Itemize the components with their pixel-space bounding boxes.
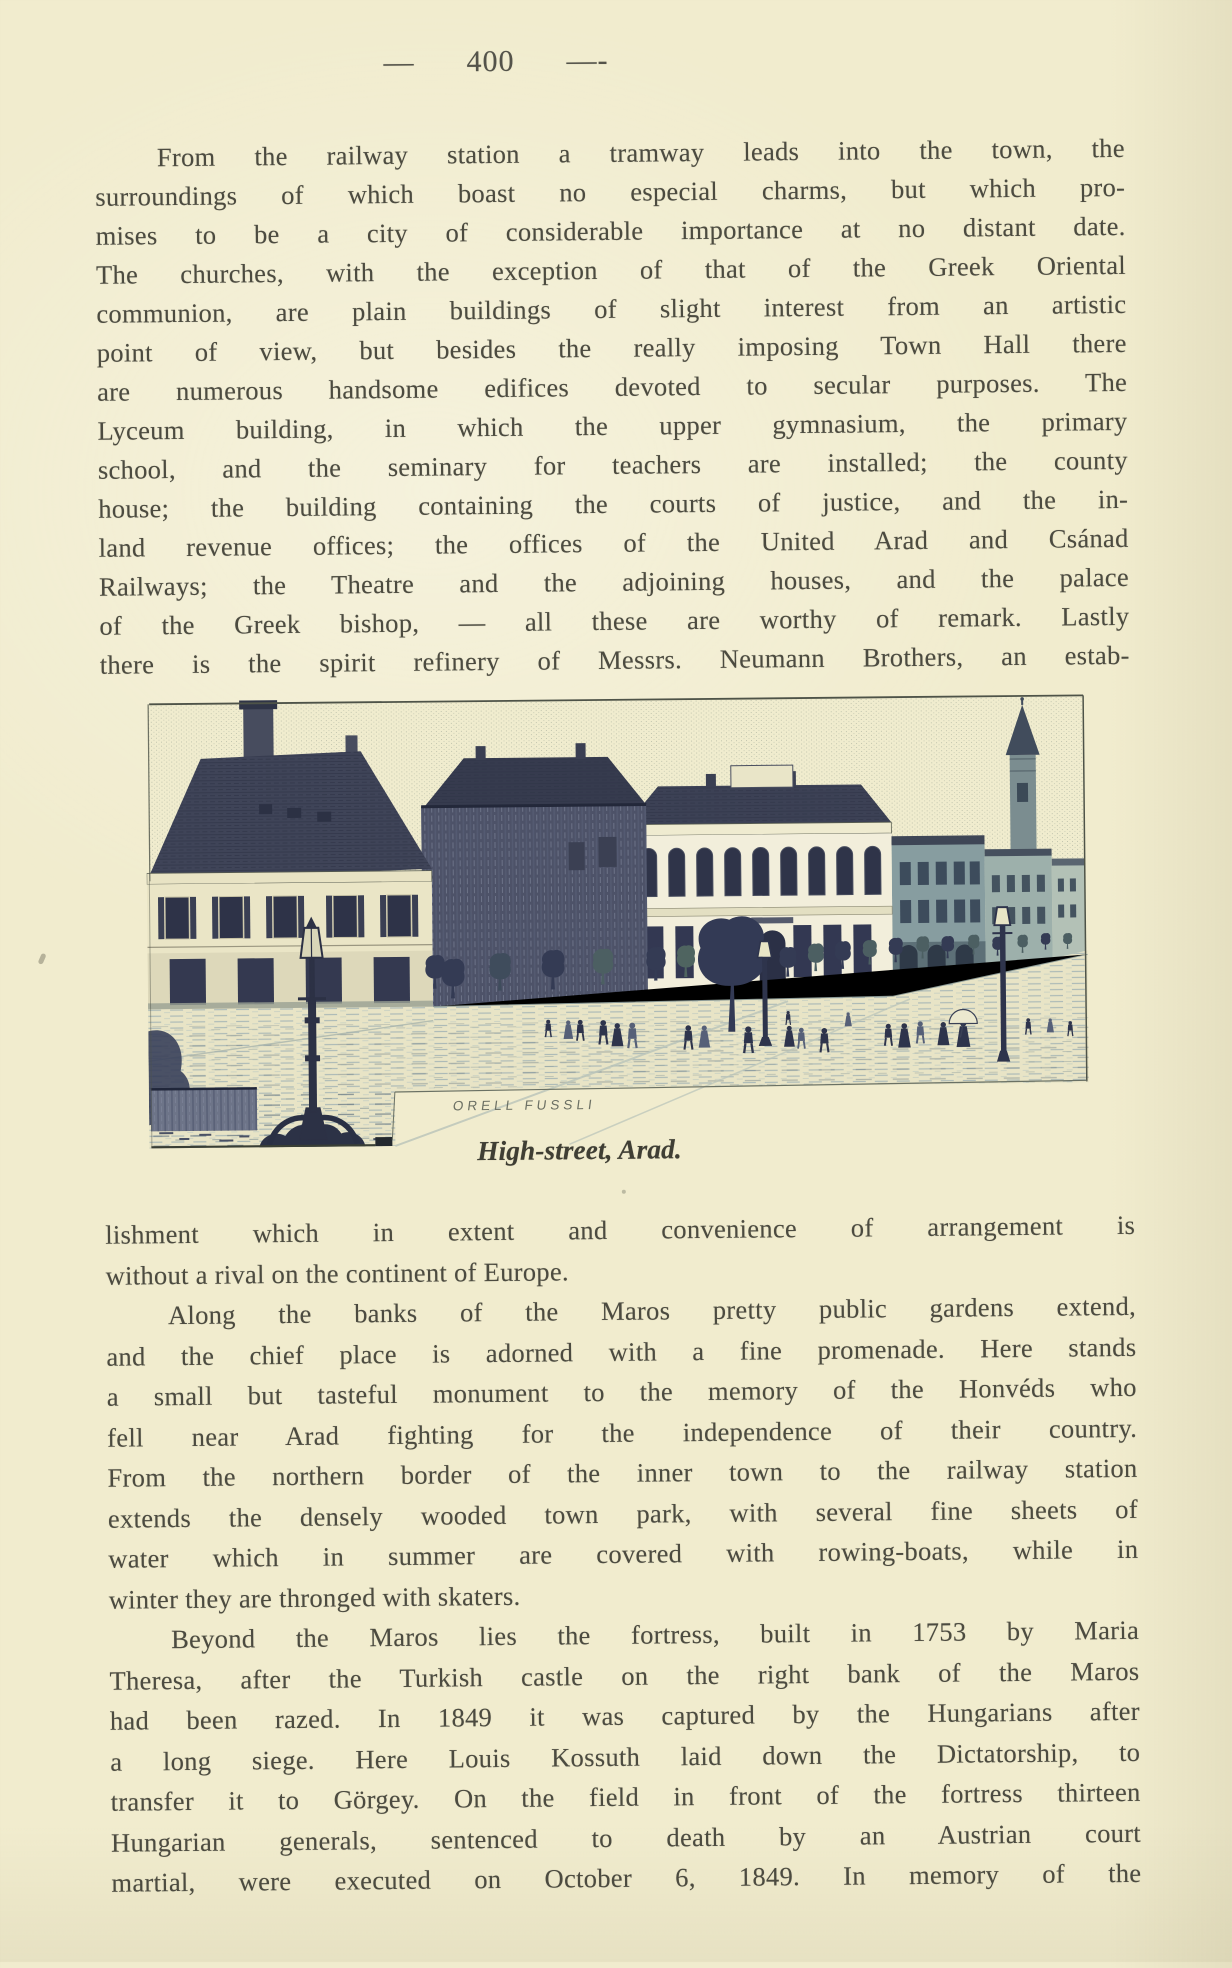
text-line: From the railway station a tramway leads into the town, the: [156, 132, 1125, 173]
body-text-lower: [105, 1205, 1142, 1903]
page-number-header: [0, 40, 1001, 84]
text-line: land revenue offices; the offices of the United Arad and Csánad: [98, 522, 1129, 563]
text-line: surroundings of which boast no especial charms, but which pro-: [95, 171, 1126, 212]
figure-caption: High-street, Arad.: [477, 1133, 682, 1167]
text-line: transfer it to Görgey. On the field in front of the fortress thirteen: [110, 1776, 1141, 1817]
text-line: had been razed. In 1849 it was captured by the Hungarians after: [109, 1695, 1140, 1736]
text-line: The churches, with the exception of that of the Greek Oriental: [95, 249, 1127, 290]
paper-fleck: [38, 953, 47, 965]
text-line: water which in summer are covered with rowing-boats, while in: [108, 1533, 1139, 1574]
text-line: extends the densely wooded town park, with several fine sheets of: [107, 1493, 1139, 1534]
text-line: winter they are thronged with skaters.: [108, 1580, 521, 1615]
header-dash-right: —-: [566, 43, 609, 78]
text-line: Hungarian generals, sentenced to death by an Austrian court: [110, 1817, 1142, 1858]
text-line: there is the spirit refinery of Messrs. Neumann Brothers, an estab-: [99, 639, 1130, 680]
text-line: From the northern border of the inner town to the railway station: [107, 1452, 1138, 1493]
paper-fleck: [622, 1190, 626, 1194]
text-line: point of view, but besides the really imposing Town Hall there: [96, 327, 1127, 368]
text-line: Theresa, after the Turkish castle on the right bank of the Maros: [109, 1655, 1140, 1696]
text-line: mises to be a city of considerable importance at no distant date.: [95, 210, 1126, 251]
text-line: martial, were executed on October 6, 1849. In memory of the: [111, 1857, 1142, 1898]
text-line: are numerous handsome edifices devoted to secular purposes. The: [96, 366, 1128, 407]
text-line: without a rival on the continent of Europe.: [105, 1255, 570, 1291]
text-line: a long siege. Here Louis Kossuth laid down the Dictatorship, to: [110, 1736, 1141, 1777]
text-line: Lyceum building, in which the upper gymnasium, the primary: [97, 405, 1128, 446]
text-line: communion, are plain buildings of slight interest from an artistic: [96, 288, 1127, 329]
page-number: 400: [466, 44, 515, 79]
engraver-signature: ORELL FUSSLI: [452, 1097, 597, 1114]
body-text-upper: [95, 129, 1130, 685]
text-line: school, and the seminary for teachers are installed; the county: [97, 444, 1128, 485]
text-line: and the chief place is adorned with a fine promenade. Here stands: [106, 1331, 1137, 1372]
text-line: Railways; the Theatre and the adjoining houses, and the palace: [98, 561, 1130, 602]
text-line: Along the banks of the Maros pretty public gardens extend,: [167, 1290, 1137, 1331]
text-line: lishment which in extent and convenience of arrangement is: [105, 1209, 1136, 1250]
header-dash-left: —: [383, 45, 415, 80]
engraving-high-street-arad: [145, 692, 1093, 1153]
text-line: a small but tasteful monument to the memory of the Honvéds who: [106, 1371, 1137, 1412]
text-line: fell near Arad fighting for the independence of their country.: [107, 1412, 1138, 1453]
text-line: of the Greek bishop, — all these are worthy of remark. Lastly: [99, 600, 1130, 641]
text-line: house; the building containing the courts of justice, and the in-: [98, 483, 1129, 524]
text-line: Beyond the Maros lies the fortress, built in 1753 by Maria: [170, 1614, 1140, 1655]
